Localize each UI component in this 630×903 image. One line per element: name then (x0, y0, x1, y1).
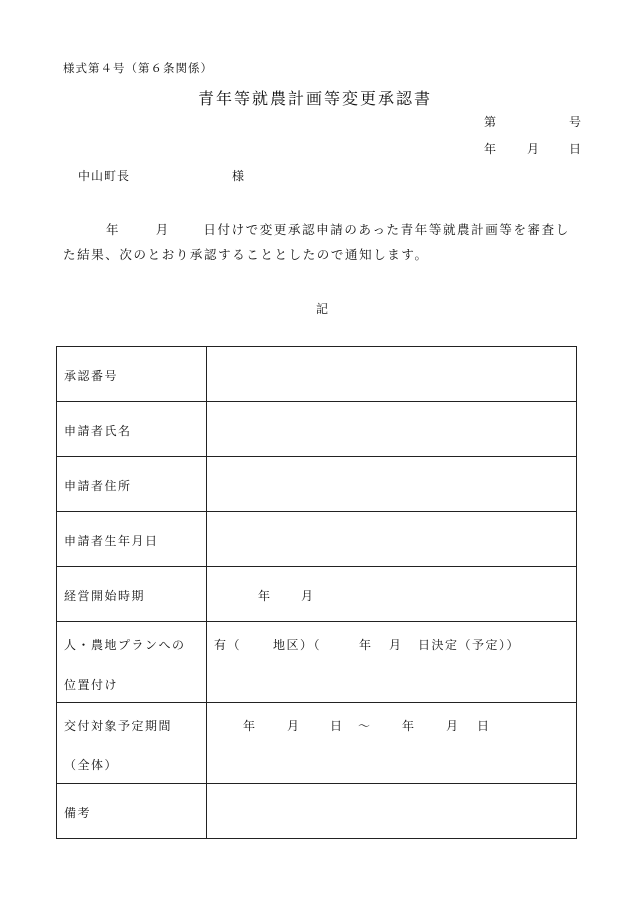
table-row (57, 703, 577, 784)
label-cell (57, 703, 207, 784)
plan-yes: 有（ (214, 638, 242, 652)
value-applicant-birthdate[interactable] (207, 512, 577, 567)
issue-date-month: 月 (527, 142, 540, 156)
plan-year: 年 (359, 638, 373, 652)
recipient-name: 中山町長 (78, 169, 131, 183)
plan-day-decided: 日決定（予定）） (418, 638, 521, 652)
issue-date-day: 日 (569, 142, 582, 156)
label-applicant-address: 申請者住所 (64, 479, 132, 493)
table-row (57, 457, 577, 512)
grant-start-year: 年 (243, 719, 257, 733)
table-row (57, 402, 577, 457)
ki-heading: 記 (316, 302, 329, 316)
grant-period-tilde: 〜 (358, 719, 372, 733)
grant-end-month: 月 (446, 719, 460, 733)
grant-end-day: 日 (477, 719, 491, 733)
label-cell (57, 402, 207, 457)
table-row (57, 512, 577, 567)
grant-start-month: 月 (287, 719, 301, 733)
body-year: 年 (106, 222, 121, 237)
table-row (57, 622, 577, 703)
label-plan-position-line2: 位置付け (64, 678, 119, 692)
label-remarks: 備考 (64, 806, 92, 820)
value-business-start[interactable] (207, 567, 577, 622)
label-applicant-name: 申請者氏名 (64, 424, 132, 438)
value-applicant-address[interactable] (207, 457, 577, 512)
label-plan-position-line1: 人・農地プランへの (64, 638, 186, 652)
body-paragraph-line1 (63, 220, 570, 238)
label-cell (57, 622, 207, 703)
recipient-honorific: 様 (232, 169, 245, 183)
approval-details-table (56, 346, 577, 839)
label-business-start: 経営開始時期 (64, 589, 146, 603)
label-cell (57, 512, 207, 567)
table-row (57, 784, 577, 839)
label-cell (57, 567, 207, 622)
table-row (57, 347, 577, 402)
issue-date-year: 年 (484, 142, 497, 156)
label-cell (57, 347, 207, 402)
doc-number-prefix: 第 (484, 115, 497, 129)
table-row (57, 567, 577, 622)
label-grant-period-line1: 交付対象予定期間 (64, 719, 173, 733)
label-grant-period-line2: （全体） (64, 758, 119, 772)
body-line1-rest: 日付けで変更承認申請のあった青年等就農計画等を審査し (203, 222, 570, 237)
value-plan-position[interactable] (207, 622, 577, 703)
value-applicant-name[interactable] (207, 402, 577, 457)
business-start-year: 年 (258, 589, 272, 603)
form-number: 様式第４号（第６条関係） (63, 61, 213, 75)
body-paragraph-line2: た結果、次のとおり承認することとしたので通知します。 (63, 247, 429, 262)
label-cell (57, 457, 207, 512)
value-remarks[interactable] (207, 784, 577, 839)
grant-start-day: 日 (330, 719, 344, 733)
label-applicant-birthdate: 申請者生年月日 (64, 534, 159, 548)
body-month: 月 (155, 222, 170, 237)
grant-end-year: 年 (402, 719, 416, 733)
value-approval-number[interactable] (207, 347, 577, 402)
doc-number-suffix: 号 (569, 115, 582, 129)
document-title: 青年等就農計画等変更承認書 (197, 89, 432, 108)
plan-month: 月 (389, 638, 403, 652)
value-grant-period[interactable] (207, 703, 577, 784)
label-approval-number: 承認番号 (64, 369, 119, 383)
label-cell (57, 784, 207, 839)
plan-district: 地区）（ (273, 638, 322, 652)
business-start-month: 月 (301, 589, 315, 603)
